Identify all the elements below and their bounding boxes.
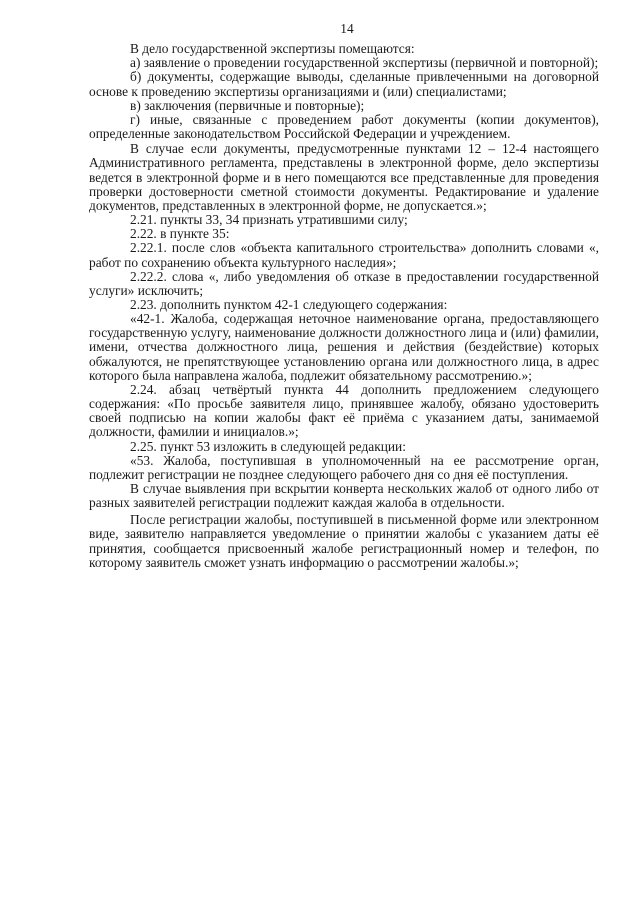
paragraph-2-23: 2.23. дополнить пунктом 42-1 следующего содержания: xyxy=(130,296,448,312)
document-page xyxy=(89,22,599,570)
paragraph-item-g: г) иные, связанные с проведением работ документы (копии документов), определенные законодательством Российской Федерации и учреждением. xyxy=(89,111,599,142)
paragraph-42-1: «42-1. Жалоба, содержащая неточное наименование органа, предоставляющего государственную услугу, наименование должности должностного лица и (или) фамилии, имени, отчества должностного лица, решения и действия (бездействие) которых обжалуются, не препятствующее установлению органа или должностного лица, в адрес которого была направлена жалоба, подлежит обязательному рассмотрению.»; xyxy=(89,311,599,383)
page-number: 14 xyxy=(340,21,354,36)
paragraph-2-22-1: 2.22.1. после слов «объекта капитального строительства» дополнить словами «, работ по сохранению объекта культурного наследия»; xyxy=(89,240,599,270)
paragraph-case-file-intro: В дело государственной экспертизы помещаются: xyxy=(130,41,415,57)
paragraph-2-21: 2.21. пункты 33, 34 признать утратившими силу; xyxy=(130,212,408,228)
paragraph-2-22: 2.22. в пункте 35: xyxy=(130,226,230,242)
paragraph-registration: После регистрации жалобы, поступившей в письменной форме или электронном виде, заявителю направляется уведомление о принятии жалобы с указанием даты её принятия, сообщается присвоенный жалобе регистрационный номер и телефон, по которому заявитель сможет узнать информацию о рассмотрении жалобы.»; xyxy=(89,512,599,570)
paragraph-53: «53. Жалоба, поступившая в уполномоченный на ее рассмотрение орган, подлежит регистрации не позднее следующего рабочего дня со дня её поступления. xyxy=(89,452,599,482)
paragraph-item-b: б) документы, содержащие выводы, сделанные привлеченными на договорной основе к проведению экспертизы организациями и (или) специалистами; xyxy=(89,69,599,99)
paragraph-electronic-form: В случае если документы, предусмотренные пунктами 12 – 12-4 настоящего Административного регламента, представлены в электронной форме, дело экспертизы ведется в электронной форме и в него помещаются все представленные для проведения проверки достоверности сметной стоимости документы. Редактирование и удаление документов, представленных в электронной форме, не допускается.»; xyxy=(89,141,599,213)
paragraph-2-22-2: 2.22.2. слова «, либо уведомления об отказе в предоставлении государственной услуги» исключить; xyxy=(89,268,599,298)
paragraph-2-24: 2.24. абзац четвёртый пункта 44 дополнить предложением следующего содержания: «По просьбе заявителя лицо, принявшее жалобу, обязано удостоверить своей подписью на копии жалобы факт её приёма с указанием даты, занимаемой должности, фамилии и инициалов.»; xyxy=(89,381,599,440)
paragraph-envelope: В случае выявления при вскрытии конверта нескольких жалоб от одного либо от разных заявителей регистрации подлежит каждая жалоба в отдельности. xyxy=(89,481,599,511)
paragraph-item-v: в) заключения (первичные и повторные); xyxy=(130,97,365,113)
paragraph-item-a: а) заявление о проведении государственной экспертизы (первичной и повторной); xyxy=(130,55,599,71)
paragraph-2-25: 2.25. пункт 53 изложить в следующей редакции: xyxy=(130,438,406,454)
